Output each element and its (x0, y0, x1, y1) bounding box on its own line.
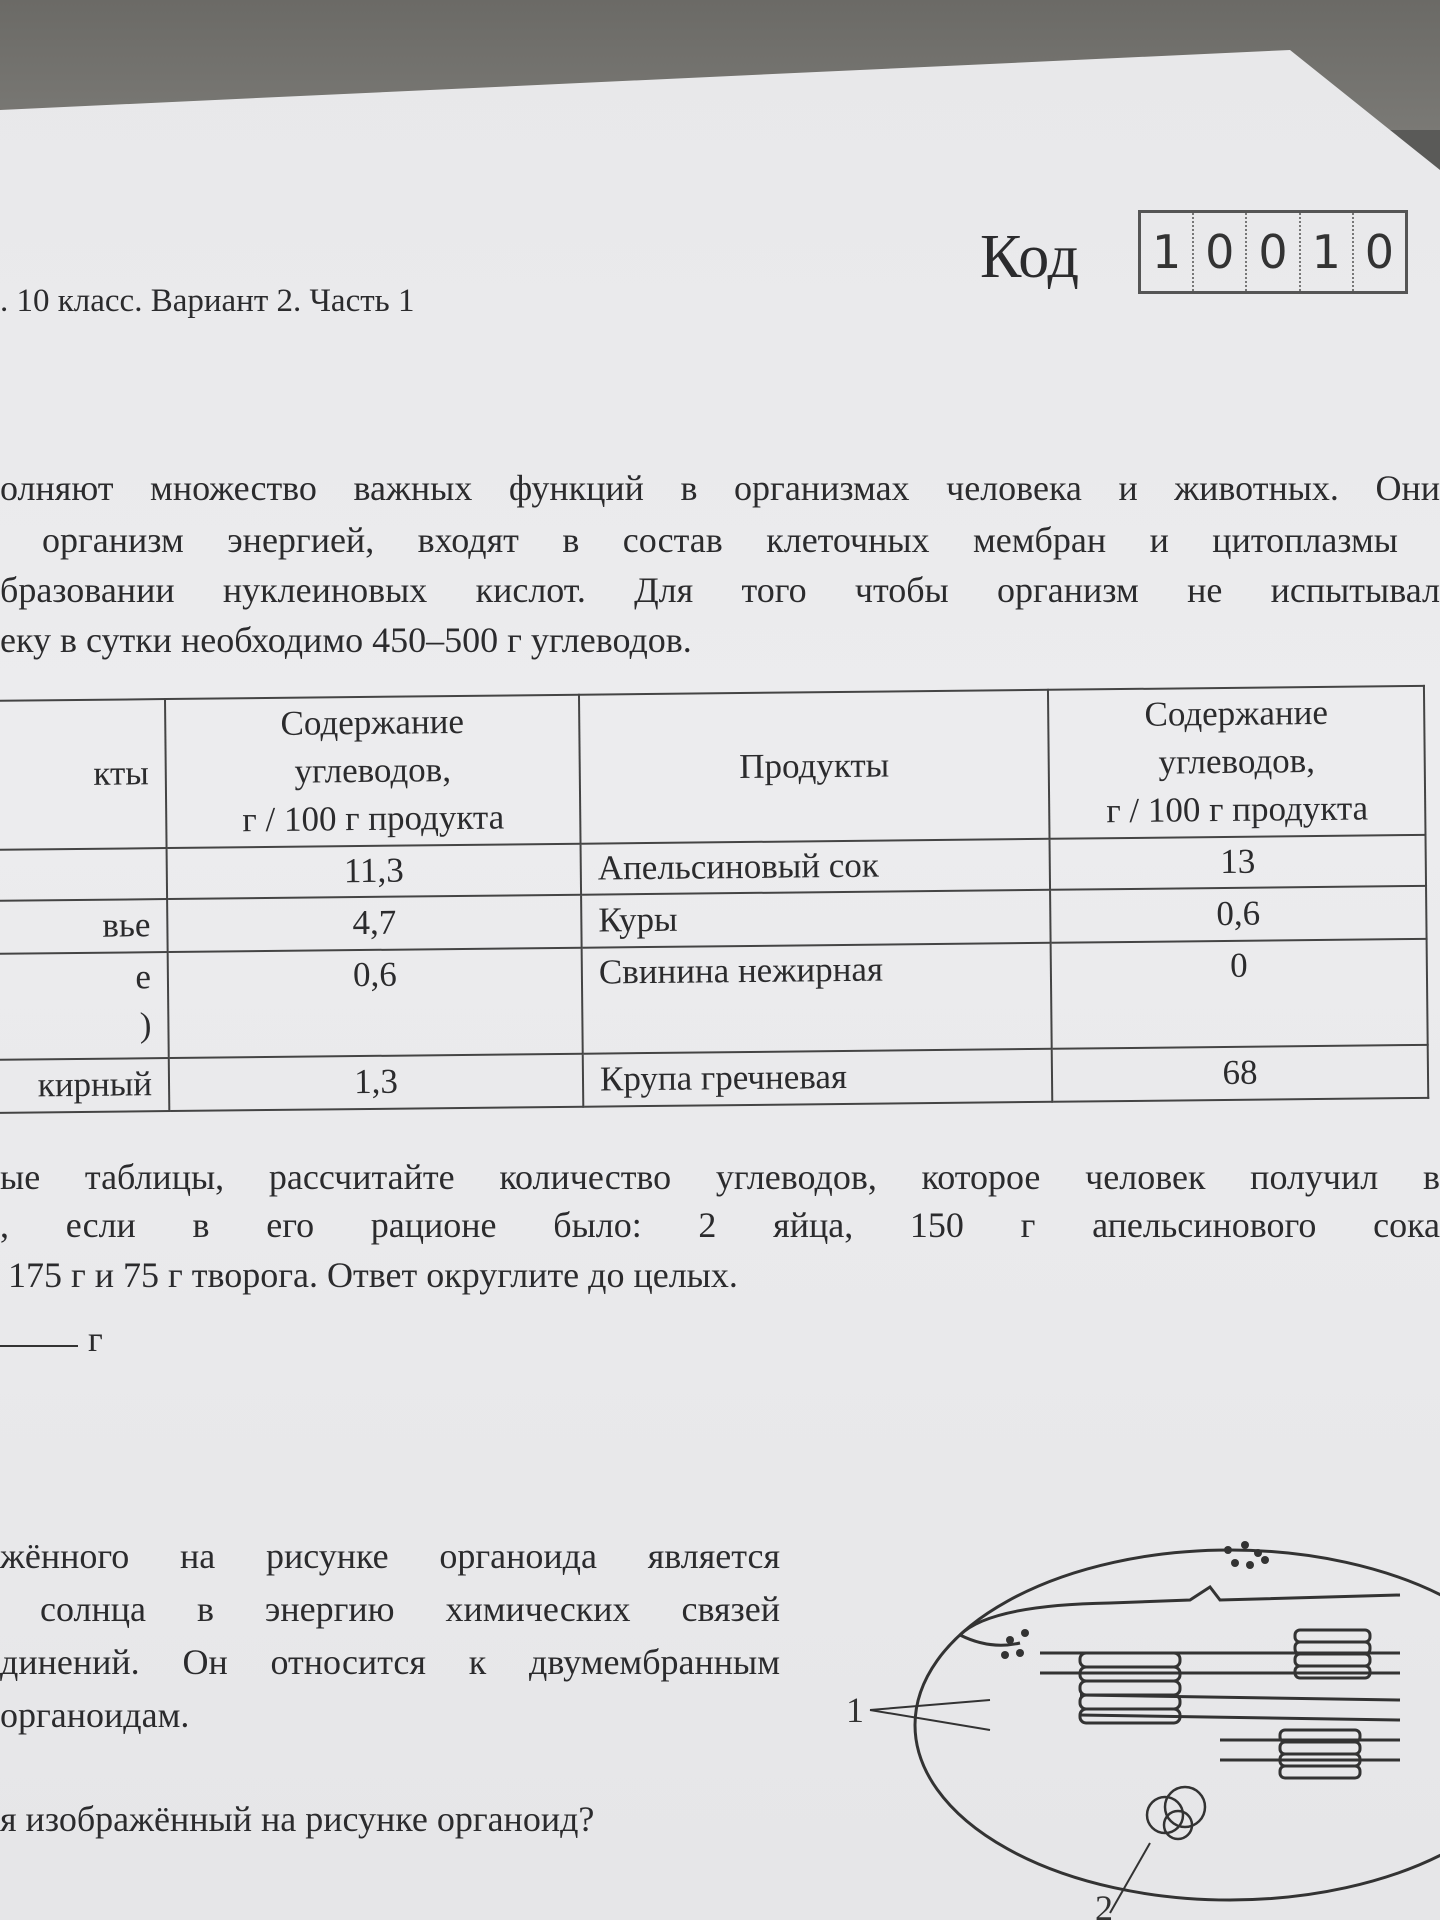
outer-membrane (915, 1550, 1440, 1900)
table-cell: 68 (1052, 1045, 1429, 1102)
code-digit: 0 (1247, 213, 1300, 291)
starch-grain (1147, 1787, 1205, 1839)
worksheet-subtitle: . 10 класс. Вариант 2. Часть 1 (0, 283, 415, 319)
table-cell: Апельсиновый сок (581, 839, 1051, 895)
chloroplast-figure (840, 1525, 1440, 1920)
answer-unit: г (88, 1319, 103, 1359)
table-cell: 4,7 (167, 895, 582, 952)
table-header-cell: кты (0, 699, 167, 850)
table-cell: кирный (0, 1058, 169, 1113)
task-line: ые таблицы, рассчитайте количество углеводов, которое человек получил в (0, 1157, 1440, 1197)
code-digit: 1 (1141, 213, 1194, 291)
question-line: солнца в энергию химических связей (40, 1589, 780, 1629)
intro-line: олняют множество важных функций в организмах человека и животных. Они (0, 468, 1440, 508)
cell-line: е (135, 957, 152, 997)
code-box (1138, 210, 1408, 294)
table-cell: 0,6 (1050, 886, 1427, 943)
question-line: органоидам. (0, 1695, 190, 1735)
label-leaders (870, 1700, 1150, 1913)
table-cell: Свинина нежирная (582, 943, 1052, 1054)
inner-membrane (960, 1587, 1400, 1635)
grana-stack (1295, 1630, 1370, 1678)
table-cell: 1,3 (169, 1054, 584, 1111)
table-cell: Куры (581, 890, 1051, 948)
table-cell (0, 848, 167, 901)
answer-blank[interactable] (0, 1345, 78, 1347)
table-cell: Крупа гречневая (583, 1049, 1053, 1107)
table-cell: 0 (1051, 939, 1428, 1049)
carbohydrate-table (0, 685, 1429, 1114)
code-label: Код (980, 223, 1080, 291)
grana-stack (1080, 1653, 1180, 1723)
header-line: углеводов, (294, 750, 452, 792)
table-header-row (0, 686, 1425, 850)
intro-line: бразовании нуклеиновых кислот. Для того чтобы организм не испытывал (0, 570, 1440, 610)
question-line: жённого на рисунке органоида является (0, 1536, 780, 1576)
table-cell: 13 (1050, 835, 1427, 890)
code-digit: 1 (1301, 213, 1354, 291)
table-cell (0, 952, 169, 1060)
table-row (0, 939, 1428, 1060)
code-digit: 0 (1194, 213, 1247, 291)
grana-stack (1280, 1730, 1360, 1778)
table-header-cell (165, 695, 581, 848)
header-line: Содержание (280, 702, 465, 744)
figure-label-1: 1 (846, 1690, 864, 1730)
question-line: динений. Он относится к двумембранным (0, 1642, 780, 1682)
header-line: г / 100 г продукта (242, 797, 505, 840)
intro-line: организм энергией, входят в состав клеточных мембран и цитоплазмы (42, 520, 1398, 560)
table-header-cell (1048, 686, 1426, 839)
cell-line: ) (139, 1005, 152, 1045)
code-digit: 0 (1364, 225, 1395, 279)
table-header-cell: Продукты (579, 690, 1050, 844)
header-line: углеводов, (1158, 741, 1316, 783)
question-prompt: я изображённый на рисунке органоид? (0, 1799, 595, 1839)
header-line: Содержание (1144, 693, 1329, 735)
task-line: , если в его рационе было: 2 яйца, 150 г апельсинового сока (0, 1205, 1440, 1245)
table-cell: 0,6 (168, 948, 583, 1058)
header-line: г / 100 г продукта (1106, 788, 1369, 831)
table-cell: вье (0, 899, 168, 954)
figure-label-2: 2 (1095, 1888, 1113, 1920)
table-cell: 11,3 (167, 844, 582, 899)
intro-line: еку в сутки необходимо 450–500 г углеводов. (0, 620, 692, 660)
task-line: 175 г и 75 г творога. Ответ округлите до целых. (8, 1255, 738, 1295)
